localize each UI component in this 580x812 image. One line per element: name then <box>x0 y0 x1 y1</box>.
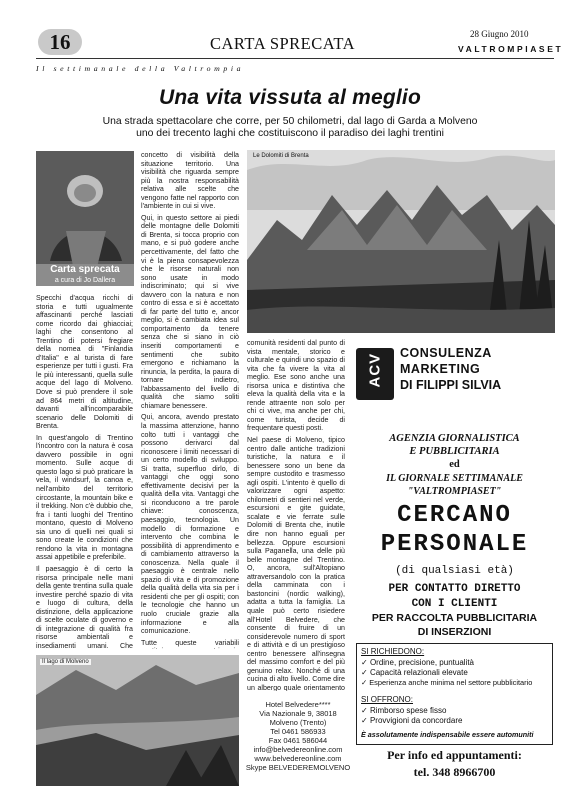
subhead-line-1: Una strada spettacolare che corre, per 50 chilometri, dal lago di Garda a Molveno <box>102 116 478 127</box>
hotel-tel: Tel 0461 586933 <box>270 727 326 736</box>
col3-paragraph: Nel paese di Molveno, tipico centro dalle antiche tradizioni turistiche, la natura e il benessere sono un bene da sempre custodito e trasmesso agli ospiti. L'intento è quello di valorizzare ogni aspetto: chilometri di sentieri nel verde, escursioni e gite guidate, scalate e vie ferrate sulle Dolomiti di Brenta che, inutile dire non hanno eguali per bellezza. Oppure escursioni sulla Paganella, una delle più belle montagne del Trentino. O, ancora, sull'Altopiano attraversandolo con la pratica della camminata con i bastoncini (nordic walking), adatta a tutta la famiglia. La quale può certo risiedere all'Hotel Belvedere, che consente di fruire di un considerevole numero di sport e di attività e di un prestigioso centro benessere all'insegna del massimo comfort e del più genuino relax. Nonché di una cucina di alto livello. Come dire un albergo quale orientamento <box>247 436 345 691</box>
logo-line-1: CONSULENZA <box>400 346 492 360</box>
qualsiasi-eta: (di qualsiasi età) <box>395 565 514 577</box>
column-box-author: a cura di Jo Dallera <box>54 277 116 284</box>
col1-paragraph: In quest'angolo di Trentino l'incontro con la natura è cosa davvero possibile in ogni momento. Sulle acque di questo lago si può praticare la vela, il windsurf, la canoa e, nell'ambito del territorio circostante, la mountain bike e il trekking. Non c'è dubbio che, fra i tanti luoghi del Trentino montano, questo di Molveno sia uno di quelli nei quali si sono create le condizioni che rendono la vita in montagna assai appetibile e preferibile. <box>36 433 133 562</box>
offre-item: ✓ Rimborso spese fisso <box>361 706 549 716</box>
logo-line-2: MARKETING <box>400 362 481 376</box>
contatto-line-1: PER CONTATTO DIRETTO <box>388 583 521 595</box>
raccolta-line-1: PER RACCOLTA PUBBLICITARIA <box>371 612 538 624</box>
hotel-email[interactable]: info@belvedereonline.com <box>253 745 343 754</box>
hotel-website[interactable]: www.belvedereonline.com <box>254 754 342 763</box>
section-title: CARTA SPRECATA <box>210 34 356 53</box>
page-number: 16 <box>49 30 71 54</box>
col2-paragraph: concetto di visibilità della situazione territorio. Una visibilità che riguarda sempre più la nostra responsabilità relativa alle scelte che vengono fatte nel rapporto con l'ambiente in cui si vive. <box>141 151 239 211</box>
agency-line-2: E PUBBLICITARIA <box>409 446 500 457</box>
headline: Una vita vissuta al meglio <box>159 86 421 109</box>
masthead: VALTROMPIASET <box>458 44 564 54</box>
automuniti-note: È assolutamente indispensabile essere automuniti <box>361 730 534 739</box>
ad-ed: ed <box>449 459 460 470</box>
cercano-title: CERCANO <box>397 502 512 529</box>
article-column-3 <box>247 339 345 691</box>
requirements-box <box>356 643 553 745</box>
hotel-contact <box>244 700 352 772</box>
richiede-list <box>361 658 549 688</box>
job-ad <box>354 340 555 786</box>
col1-paragraph: Il paesaggio è di certo la risorsa principale nelle mani della gente trentina sulla quale investire perché spazio di vita e luogo di cultura, della distinzione, della applicazione di scelte oculate di governo e di integrazione di qualità fra risorse ambientali e insediamenti umani. Che <box>36 564 133 649</box>
issue-date: 28 Giugno 2010 <box>470 29 529 39</box>
info-line: Per info ed appuntamenti: <box>387 748 522 762</box>
lago-molveno-photo <box>36 655 239 786</box>
hotel-city: Molveno (Trento) <box>269 718 327 727</box>
info-phone[interactable]: tel. 348 8966700 <box>413 765 496 779</box>
col2-paragraph: Qui, ancora, avendo prestato la massima attenzione, hanno colto tutti i vantaggi che possono derivarci dal riconoscere i limiti necessari di un certo modello di sviluppo. Si tratta, superfluo dirlo, di vantaggi che oggi sono effettivamente decisivi per la qualità della vita. Vantaggi che si riconducono a tre parole chiave: conoscenza, paesaggio, tecnologia. Un modello di formazione e intervento che combina le possibilità di apprendimento e di cambiamento attraverso la conoscenza. Nella quale il paesaggio è centrale nello spazio di vita e di promozione della qualità della vita sia per i residenti che per gli ospiti; con le tecnologie che hanno un ruolo cruciale grazie alla informazione e alla comunicazione. <box>141 413 239 636</box>
col1-paragraph: Specchi d'acqua ricchi di storia e tutti ugualmente affascinanti perché lasciati come ricordo dai ghiacciai; laghi che consentono al Trentino di potersi fregiare della nomea di "Finlandia d'Italia" e al turista di fare esperienze per tutti i gusti. Fra le più interessanti, quella sulle acque del lago di Molveno. Dove si può prendere il sole ad 864 metri di altitudine, davanti all'incomparabile scenario delle Dolomiti di Brenta. <box>36 294 133 431</box>
offre-item: ✓ Provvigioni da concordare <box>361 716 549 726</box>
agency-line-1: AGENZIA GIORNALISTICA <box>389 433 520 444</box>
richiede-title: SI RICHIEDONO: <box>361 647 425 656</box>
header-rule <box>36 58 554 59</box>
col2-paragraph: Tutte queste variabili <box>141 638 239 647</box>
article-column-2 <box>141 151 239 649</box>
hotel-name: Hotel Belvedere**** <box>265 700 331 709</box>
contatto-line-2: CON I CLIENTI <box>411 598 498 610</box>
richiede-item: ✓ Ordine, precisione, puntualità <box>361 658 549 668</box>
paper-line-2: "VALTROMPIASET" <box>407 486 502 497</box>
col2-paragraph: Qui, in questo settore ai piedi delle montagne delle Dolomiti di Brenta, si tocca proprio con mano, e si può godere anche percettivamente, del fatto che vi è la piena consapevolezza che le risorse naturali non sono usate in modo indiscriminato; qui si vive davvero con la natura e non contro di essa e si è accettato di far parte del tutto e, ancor meglio, si è cambiata idea sul comportamento da tenere senza che si siano in ciò inseriti comportamenti e sentimenti che subito emergono e richiamano la rinuncia, la perdita, la paura di tornare indietro, l'abbassamento del livello di qualità che siamo soliti chiamare benessere. <box>141 213 239 410</box>
dolomiti-photo <box>247 150 555 333</box>
photo-caption-lago: Il lago di Molveno <box>42 659 89 665</box>
tagline: Il settimanale della Valtrompia <box>36 64 245 73</box>
article-column-1 <box>36 294 133 649</box>
acv-logo-letters: ACV <box>366 352 384 388</box>
col3-paragraph: comunità residenti dal punto di vista mentale, storico e culturale e quindi uno spazio di vita che fa vivere la vita al meglio. Ese sono anche una risorsa unica e distintiva che eleva la qualità della vita e la rende attraente non solo per chi ci vive, ma anche per chi, come turista, decide di frequentare questi posti. <box>247 339 345 433</box>
offre-list <box>361 706 549 726</box>
subhead-line-2: uno dei trecento laghi che costituiscono il paradiso dei laghi trentini <box>136 128 444 139</box>
paper-line-1: IL GIORNALE SETTIMANALE <box>386 473 523 484</box>
photo-caption-dolomiti: Le Dolomiti di Brenta <box>253 153 309 159</box>
offre-title: SI OFFRONO: <box>361 695 413 704</box>
hotel-skype: Skype BELVEDEREMOLVENO <box>245 763 351 772</box>
logo-line-3: DI FILIPPI SILVIA <box>400 378 502 392</box>
raccolta-line-2: DI INSERZIONI <box>417 626 492 638</box>
richiede-item: ✓ Esperienza anche minima nel settore pubblicitario <box>361 678 549 688</box>
hotel-fax: Fax 0461 586044 <box>268 736 328 745</box>
column-box-title: Carta sprecata <box>50 264 120 275</box>
richiede-item: ✓ Capacità relazionali elevate <box>361 668 549 678</box>
personale-title: PERSONALE <box>380 531 529 558</box>
hotel-address: Via Nazionale 9, 38018 <box>259 709 337 718</box>
